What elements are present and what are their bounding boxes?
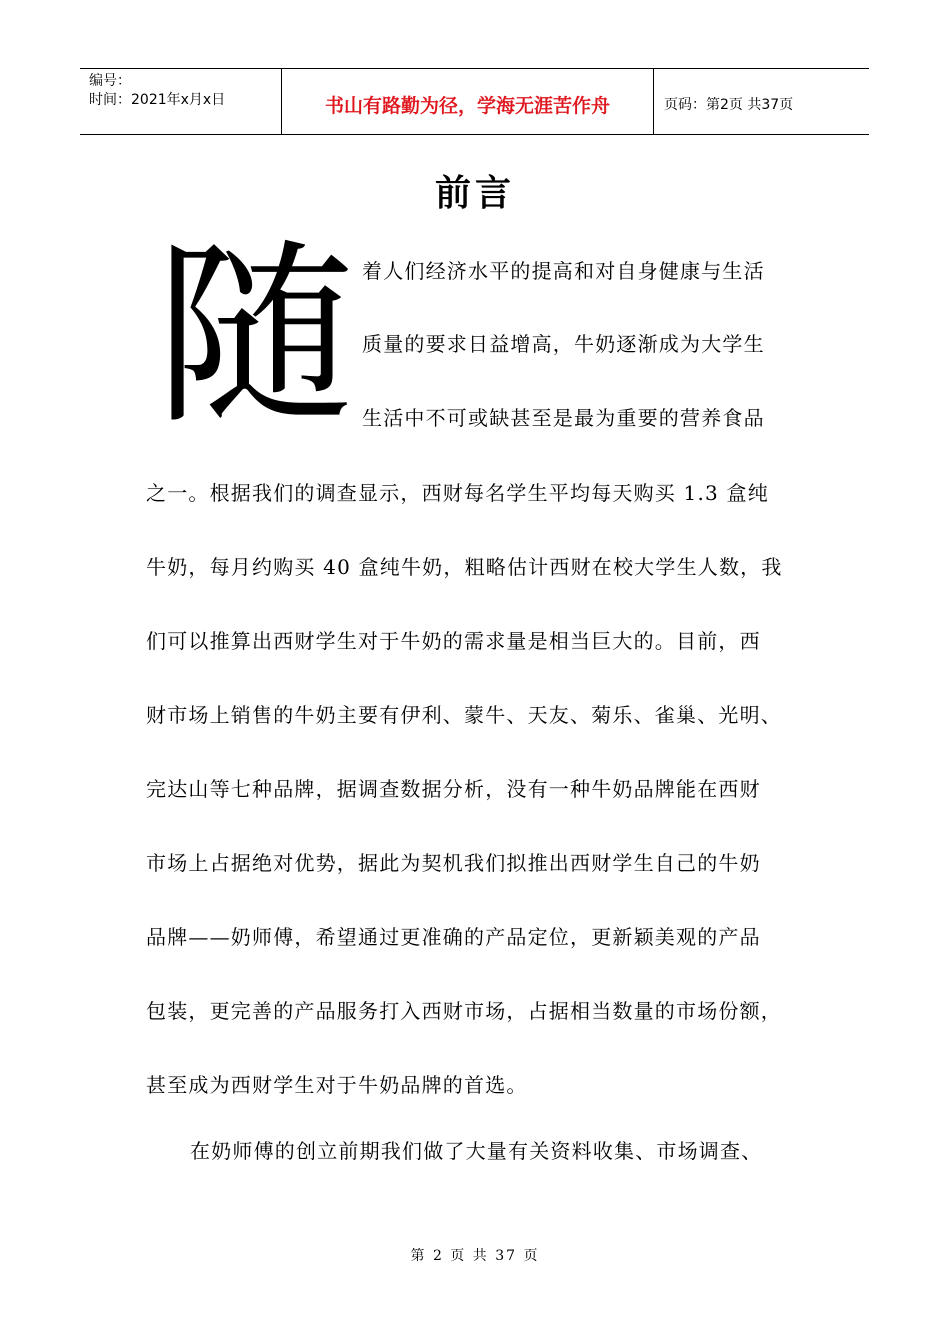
- paragraph-line: 甚至成为西财学生对于牛奶品牌的首选。: [146, 1073, 528, 1097]
- paragraph-line: 们可以推算出西财学生对于牛奶的需求量是相当巨大的。目前，西: [146, 629, 761, 653]
- paragraph-line: 牛奶，每月约购买 40 盒纯牛奶，粗略估计西财在校大学生人数，我: [146, 555, 783, 579]
- header-meta: [80, 69, 282, 134]
- paragraph-line: 之一。根据我们的调查显示，西财每名学生平均每天购买 1.3 盒纯: [146, 481, 769, 505]
- paragraph-line: 生活中不可或缺甚至是最为重要的营养食品: [362, 406, 765, 430]
- paragraph-line: 市场上占据绝对优势，据此为契机我们拟推出西财学生自己的牛奶: [146, 851, 761, 875]
- paragraph-line: 包装，更完善的产品服务打入西财市场，占据相当数量的市场份额，: [146, 999, 782, 1023]
- document-date: 时间：2021年x月x日: [89, 92, 226, 108]
- paragraph-line: 着人们经济水平的提高和对自身健康与生活: [362, 259, 765, 283]
- document-number-label: 编号：: [89, 73, 131, 89]
- page-header: [80, 68, 869, 135]
- paragraph-line: 质量的要求日益增高，牛奶逐渐成为大学生: [362, 332, 765, 356]
- page-footer: 第 2 页 共 37 页: [410, 1248, 540, 1264]
- paragraph-line: 在奶师傅的创立前期我们做了大量有关资料收集、市场调查、: [190, 1139, 763, 1163]
- paragraph-line: 品牌——奶师傅，希望通过更准确的产品定位，更新颖美观的产品: [146, 925, 761, 949]
- paragraph-line: 完达山等七种品牌，据调查数据分析，没有一种牛奶品牌能在西财: [146, 777, 761, 801]
- header-page-info: 页码：第2页 共37页: [664, 96, 794, 113]
- drop-cap: 随: [155, 223, 355, 451]
- paragraph-line: 财市场上销售的牛奶主要有伊利、蒙牛、天友、菊乐、雀巢、光明、: [146, 703, 782, 727]
- page-title: 前言: [434, 173, 515, 214]
- header-motto: 书山有路勤为径，学海无涯苦作舟: [282, 69, 654, 134]
